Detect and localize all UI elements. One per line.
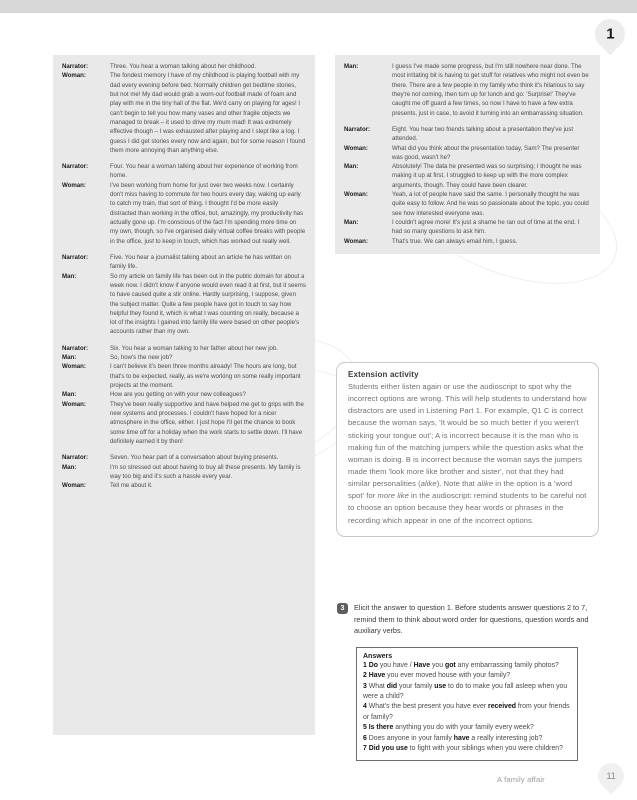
dialogue-speaker: Narrator: (62, 344, 89, 352)
dialogue-speaker: Woman: (62, 400, 86, 408)
dialogue-speaker: Man: (344, 63, 359, 70)
dialogue-speaker: Woman: (344, 144, 368, 152)
dialogue-speaker: Man: (344, 219, 359, 226)
dialogue-line: The fondest memory I have of my childhood is playing football with my dad every evening before bed. Normally children get bedtime stories, but not me! My dad would grab a worn-out football made of foam and play with me in the tiny hall of the flat. We'd carry on playing for ages! I can't begin to tell you how many vases and other fragile objects we managed to break – it used to drive my mum mad! It was extremely effective though – I was exhausted after playing and I slept like a log. I guess I did get stories every now and again, but for some reason I found them more annoying than anything else. (110, 72, 306, 154)
dialogue-speaker: Woman: (62, 181, 86, 189)
dialogue-speaker: Narrator: (344, 125, 371, 133)
dialogue-row (62, 253, 306, 272)
dialogue-line: Seven. You hear part of a conversation about buying presents. (110, 454, 279, 462)
dialogue-line: So my article on family life has been out in the public domain for about a week now. I didn't know if anyone would even read it at first, but it seems to have caused quite a stir online. Hardly surprising, I suppose, given the subject matter. Quite a few people have got in touch to say how helpful they found it, which is what I was counting on really, because a lot of the insights I gained into family life were based on other people's accounts rather than my own. (110, 272, 306, 336)
dialogue-line: Four. You hear a woman talking about her experience of working from home. (110, 163, 298, 180)
answer-item: 7 Did you use to fight with your siblings when you were children? (363, 744, 563, 752)
dialogue-line: I've been working from home for just over two weeks now. I certainly don't miss having to commute for two hours every day, waking up early to catch my train, that sort of thing. I thought I'd be more easily distracted than working in the office, but, amazingly, my productivity has actually gone up. I'm conscious of the fact I'm spending more time on my own, though, so I've organised daily virtual coffee breaks with people in the office, just to keep in touch, which has worked out really well. (110, 181, 306, 245)
page-number-label: 11 (606, 770, 616, 781)
dialogue-row (344, 125, 591, 144)
dialogue-line: Eight. You hear two friends talking about a presentation they've just attended. (392, 125, 574, 143)
dialogue-row (62, 481, 306, 490)
dialogue-line: Five. You hear a journalist talking about an article he has written on family life. (110, 253, 291, 271)
extension-activity-title: Extension activity (348, 370, 419, 379)
dialogue-table-left (62, 62, 306, 490)
dialogue-row (62, 181, 306, 246)
dialogue-line: So, how's the new job? (110, 354, 173, 362)
answer-item: 1 Do you have / Have you got any embarrassing family photos? (363, 662, 559, 669)
answers-list (363, 661, 571, 754)
dialogue-row (62, 272, 306, 337)
page-canvas (0, 13, 637, 800)
dialogue-row (344, 218, 591, 237)
dialogue-line: That's true. We can always email him, I guess. (392, 237, 518, 245)
dialogue-line: Three. You hear a woman talking about her childhood. (110, 63, 257, 70)
page-number-marker (593, 758, 630, 795)
dialogue-row (344, 190, 591, 218)
audioscript-panel-right (335, 55, 600, 254)
dialogue-line: Absolutely! The data he presented was so surprising; I thought he was making it up at first. I struggled to keep up with the more complex arguments, though. They could have been clearer. (392, 163, 582, 189)
dialogue-spacer (62, 246, 306, 253)
dialogue-speaker: Woman: (344, 191, 368, 199)
top-gray-band (0, 0, 637, 13)
dialogue-spacer (62, 446, 306, 453)
dialogue-row (62, 463, 306, 482)
dialogue-line: I guess I've made some progress, but I'm still nowhere near done. The most irritating bit is having to get stuff for relatives who might not even be there. There are a few people in my family who think it's hilarious to say they're not coming, then turn up for lunch and go: 'Surprise!' They've caught me off guard a few times, so now I have to have a few extra presents, just in case, to avoid it turning into an embarrassing situation. (392, 63, 589, 117)
dialogue-line: I'm so stressed out about having to buy all these presents. My family is way too big and it's such a hassle every year. (110, 463, 301, 480)
unit-number-label: 1 (605, 25, 615, 43)
dialogue-spacer (62, 155, 306, 162)
dialogue-row (62, 400, 306, 447)
footer-unit-title: A family affair (497, 775, 545, 784)
dialogue-speaker: Woman: (62, 363, 86, 371)
extension-activity-box (336, 362, 599, 537)
dialogue-row (62, 353, 306, 362)
dialogue-row (344, 62, 591, 118)
dialogue-speaker: Woman: (62, 72, 86, 80)
dialogue-speaker: Woman: (62, 482, 86, 490)
dialogue-row (344, 162, 591, 190)
answers-title: Answers (363, 653, 393, 660)
dialogue-speaker: Narrator: (62, 454, 89, 462)
dialogue-line: What did you think about the presentation today, Sam? The presenter was good, wasn't he? (392, 144, 580, 161)
dialogue-line: They've been really supportive and have helped me get to grips with the new systems and processes. I couldn't have hoped for a nicer atmosphere in the office, either. I just hope I'll get the chance to book some time off for a holiday when the work starts to settle down. I'll have definitely earned it by then! (110, 400, 304, 445)
dialogue-row (62, 62, 306, 71)
instruction-number-badge: 3 (337, 603, 348, 614)
dialogue-row (62, 390, 306, 399)
dialogue-line: Six. You hear a woman talking to her father about her new job. (110, 344, 279, 352)
answers-box (356, 647, 578, 761)
dialogue-table-right (344, 62, 591, 246)
dialogue-line: Tell me about it. (110, 482, 153, 490)
dialogue-speaker: Man: (62, 391, 77, 399)
dialogue-speaker: Narrator: (62, 63, 89, 70)
dialogue-speaker: Narrator: (62, 253, 89, 261)
dialogue-speaker: Man: (62, 354, 77, 362)
audioscript-panel-left (53, 55, 315, 735)
dialogue-row (344, 237, 591, 246)
dialogue-row (344, 144, 591, 163)
answer-item: 2 Have you ever moved house with your family? (363, 672, 511, 680)
dialogue-row (62, 344, 306, 353)
dialogue-speaker: Man: (344, 163, 359, 171)
answer-item: 3 What did your family use to do to make you fall asleep when you were a child? (363, 682, 568, 701)
dialogue-row (62, 362, 306, 390)
instruction-item-3 (337, 602, 599, 637)
dialogue-line: How are you getting on with your new colleagues? (110, 391, 246, 399)
answer-item: 6 Does anyone in your family have a really interesting job? (363, 734, 543, 742)
dialogue-line: I can't believe it's been three months already! The hours are long, but that's to be expected, really, as we're working on some really important projects at the moment. (110, 363, 301, 389)
dialogue-line: I couldn't agree more! It's just a shame he ran out of time at the end. I had so many questions to ask him. (392, 219, 580, 236)
answer-item: 5 Is there anything you do with your family every week? (363, 724, 534, 732)
dialogue-row (62, 162, 306, 181)
dialogue-spacer (62, 337, 306, 344)
answer-item: 4 What's the best present you have ever received from your friends or family? (363, 703, 570, 721)
dialogue-row (62, 453, 306, 462)
extension-activity-body: Students either listen again or use the audioscript to spot why the incorrect options are wrong. This will help students to understand how distractors are used in Listening Part 1. For example, Q1 C is correct because the woman says, 'It would be so much better if you weren't sticking your tongue out'; A is incorrect because it is the man who is making fun of the matching jumpers while the question asks what the woman is doing. B is incorrect because the woman says the jumpers made them 'look more like brother and sister', not that they had similar personalities (alike). Note that alike in the option is a 'word spot' for more like in the audioscript: remind students to be careful not to choose an option because they hear words or phrases in the recording which appear in one of the incorrect options. (348, 382, 587, 525)
dialogue-line: Yeah, a lot of people have said the same. I personally thought he was quite easy to follow. And he was so passionate about the topic, you could see how interested everyone was. (392, 191, 589, 217)
instruction-text: Elicit the answer to question 1. Before students answer questions 2 to 7, remind them to think about word order for questions, question words and auxiliary verbs. (354, 603, 589, 636)
dialogue-row (62, 71, 306, 155)
dialogue-speaker: Woman: (344, 237, 368, 245)
dialogue-speaker: Narrator: (62, 163, 89, 171)
dialogue-spacer (344, 118, 591, 125)
dialogue-speaker: Man: (62, 272, 77, 280)
dialogue-speaker: Man: (62, 463, 77, 471)
unit-number-marker (589, 13, 631, 55)
